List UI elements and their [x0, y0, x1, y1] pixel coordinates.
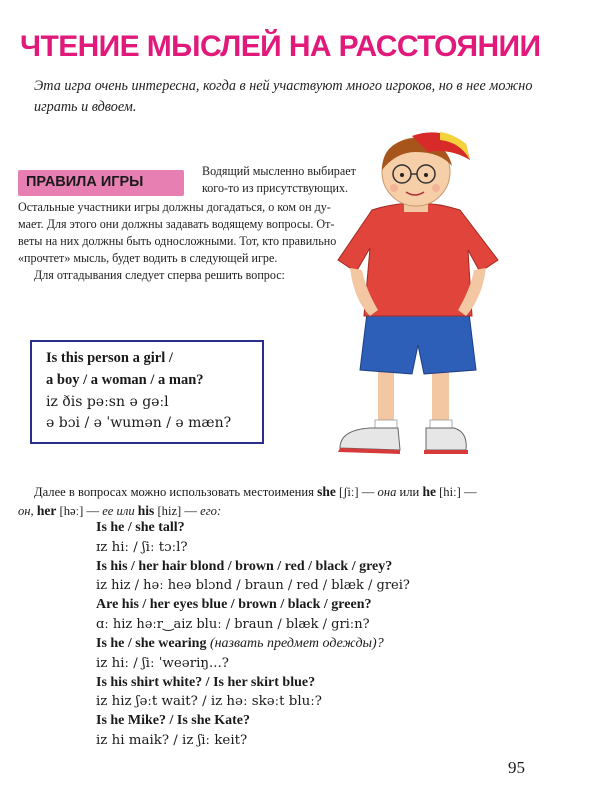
box-question-line: Is this person a girl / [46, 350, 173, 366]
box-question-line: a boy / a woman / a man? [46, 372, 204, 388]
rules-line: «прочтет» мысль, будет водить в следующей игре. [18, 251, 278, 265]
pronouns-line-1: Далее в вопросах можно использовать местоимения she [ʃiː] — она или he [hiː] — [34, 484, 477, 499]
rules-line: кого-то из присутствующих. [202, 181, 349, 195]
rules-badge-label: ПРАВИЛА ИГРЫ [26, 174, 144, 190]
boy-illustration [320, 130, 540, 460]
rules-line: Для отгадывания следует сперва решить вопрос: [34, 268, 285, 282]
box-pronunciation-line: iz ðis pəːsn ə gəːl [46, 394, 169, 410]
rules-line: Остальные участники игры должны догадаться, о ком он ду- [18, 200, 331, 214]
question-box [30, 340, 264, 444]
rules-line: веты на них должны быть односложными. Тот, кто правильно [18, 234, 337, 248]
pronunciation-line: ɑː hiz həːr‿aiz bluː / braun / blæk / griːn? [96, 617, 370, 632]
pronunciation-line: ɪz hiː / ʃiː tɔːl? [96, 540, 188, 555]
question-line: Is he / she tall? [96, 520, 185, 535]
page-title: ЧТЕНИЕ МЫСЛЕЙ НА РАССТОЯНИИ [20, 30, 541, 63]
rules-line: мает. Для этого они должны задавать водящему вопросы. От- [18, 217, 335, 231]
box-pronunciation-line: ə bɔi / ə ˈwumən / ə mæn? [46, 415, 232, 431]
question-line: Is his shirt white? / Is her skirt blue? [96, 675, 316, 690]
page-number: 95 [508, 758, 525, 777]
question-line: Are his / her eyes blue / brown / black / green? [96, 597, 372, 612]
question-line: Is he Mike? / Is she Kate? [96, 713, 250, 728]
pronunciation-line: iz hiː / ʃiː ˈweəriŋ...? [96, 656, 229, 671]
rules-line: Водящий мысленно выбирает [202, 164, 356, 178]
pronunciation-line: iz hiz / həː heə blɔnd / braun / red / blæk / grei? [96, 578, 410, 593]
question-line: Is his / her hair blond / brown / red / black / grey? [96, 559, 393, 574]
pronouns-line-2: он, her [həː] — ее или his [hiz] — его: [18, 503, 222, 518]
pronunciation-line: iz hi maik? / iz ʃiː keit? [96, 733, 248, 748]
rules-badge [18, 170, 184, 196]
pronunciation-line: iz hiz ʃəːt wait? / iz həː skəːt bluː? [96, 694, 322, 709]
question-line: Is he / she wearing (назвать предмет одежды)? [96, 636, 384, 651]
intro-text: Эта игра очень интересна, когда в ней участвуют много игроков, но в нее можно играть и вдвоем. [34, 78, 533, 115]
